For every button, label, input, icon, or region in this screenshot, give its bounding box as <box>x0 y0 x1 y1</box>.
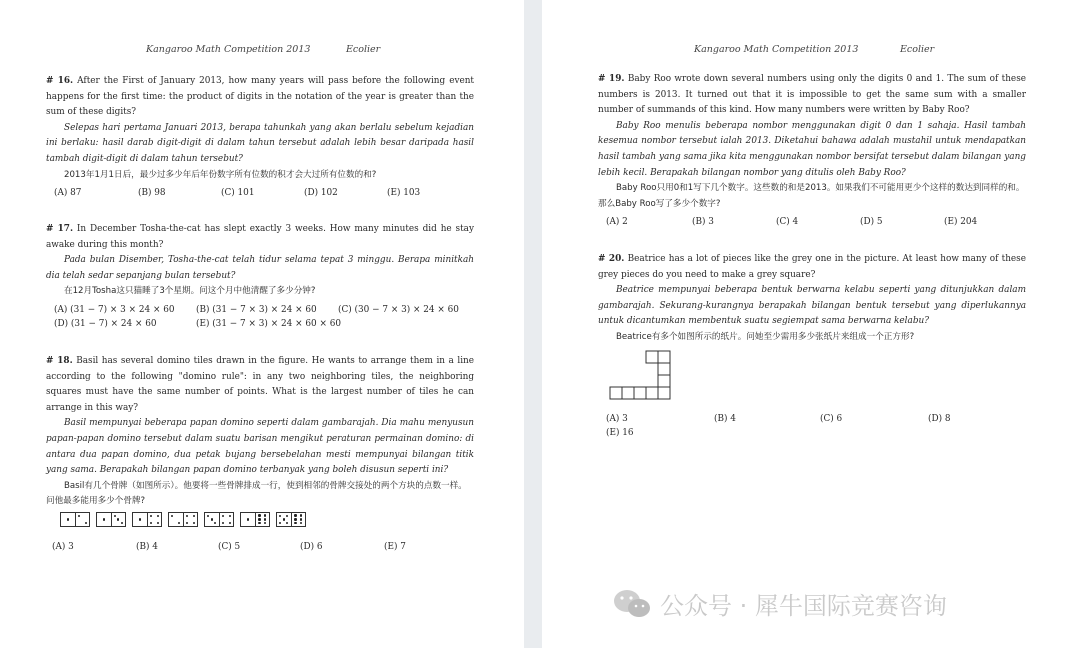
option-e: (E) 103 <box>387 188 421 199</box>
answer-options <box>598 412 1026 442</box>
domino-pip <box>264 518 266 520</box>
domino-pip <box>264 522 266 524</box>
domino-pip <box>229 515 231 517</box>
option-a: (A) 3 <box>606 413 628 424</box>
option-d: (D) 102 <box>304 188 338 199</box>
domino-tile <box>60 512 90 527</box>
domino-pip <box>300 522 302 524</box>
option-a: (A) 3 <box>52 541 74 552</box>
domino-pip <box>157 522 159 524</box>
domino-pip <box>211 518 213 520</box>
problem-english: # 17. In December Tosha-the-cat has slept exactly 3 weeks. How many minutes did he stay awake during this month? <box>46 224 474 250</box>
problem-malay: Basil mempunyai beberapa papan domino seperti dalam gambarajah. Dia mahu menyusun papan-papan domino tersebut dalam suatu barisan mengikut peraturan permainan domino: di antara dua papan domino, dua petak bujang bersebelahan mesti mempunyai bilangan titik yang sama. Berapakah bilangan papan domino terbanyak yang boleh disusun seperti ini? <box>46 418 474 476</box>
piece-cell <box>658 351 670 363</box>
domino-pip <box>178 522 180 524</box>
option-a: (A) 2 <box>606 217 628 228</box>
domino-pip <box>294 522 296 524</box>
header-title: Kangaroo Math Competition 2013 <box>694 44 859 55</box>
header-title: Kangaroo Math Competition 2013 <box>146 44 311 55</box>
domino-tile <box>240 512 270 527</box>
option-e: (E) (31 − 7 × 3) × 24 × 60 × 60 <box>196 318 342 329</box>
problem-malay: Baby Roo menulis beberapa nombor menggunakan digit 0 dan 1 sahaja. Hasil tambah kesemua nombor tersebut ialah 2013. Diketahui bahawa adalah mustahil untuk mendapatkan hasil tambah yang sama jika kita menggunakan nombor bersifat tersebut dalam bilangan yang lebih kecil. Berapakah bilangan nombor yang ditulis oleh Baby Roo? <box>598 120 1026 178</box>
option-e: (E) 204 <box>944 217 978 228</box>
domino-pip <box>85 522 87 524</box>
domino-figure <box>46 512 474 534</box>
problem-malay: Pada bulan Disember, Tosha-the-cat telah tidur selama tepat 3 minggu. Berapa minitkah dia telah sedar sepanjang bulan tersebut? <box>46 255 474 281</box>
domino-tile <box>168 512 198 527</box>
problem-17 <box>46 222 474 333</box>
option-a: (A) 87 <box>54 188 82 199</box>
domino-pip <box>186 522 188 524</box>
header-level: Ecolier <box>346 44 381 55</box>
domino-pip <box>258 514 260 516</box>
domino-pip <box>214 522 216 524</box>
piece-cell <box>634 387 646 399</box>
option-d: (D) 5 <box>860 217 883 228</box>
domino-pip <box>222 515 224 517</box>
domino-tile <box>96 512 126 527</box>
problem-20 <box>598 252 1026 442</box>
domino-half <box>241 513 255 526</box>
problem-chinese: Basil有几个骨牌（如图所示）。他要将一些骨牌排成一行，使到相邻的骨牌交接处的两个方块的点数一样。问他最多能用多少个骨牌? <box>46 480 467 507</box>
domino-half <box>169 513 183 526</box>
domino-pip <box>121 522 123 524</box>
domino-half <box>255 513 270 526</box>
problem-chinese: 2013年1月1日后，最少过多少年后年份数字所有位数的积才会大过所有位数的和? <box>64 169 377 180</box>
problem-chinese: Beatrice有多个如图所示的纸片。问她至少需用多少张纸片来组成一个正方形? <box>616 331 915 342</box>
left-page <box>0 0 524 648</box>
piece-cell <box>658 363 670 375</box>
domino-pip <box>117 518 119 520</box>
problem-19 <box>598 72 1026 231</box>
option-c: (C) 101 <box>221 188 255 199</box>
option-a: (A) (31 − 7) × 3 × 24 × 60 <box>54 304 175 315</box>
problem-chinese: Baby Roo只用0和1写下几个数字。这些数的和是2013。如果我们不可能用更少个这样的数达到同样的和。那么Baby Roo写了多少个数字? <box>598 183 1025 209</box>
problem-malay: Selepas hari pertama Januari 2013, berapa tahunkah yang akan berlalu sebelum kejadian ini berlaku: hasil darab digit-digit di dalam tahun tersebut adalah lebih besar daripada hasil tambah digit-digit di dalam tahun tersebut? <box>46 122 474 164</box>
answer-options <box>46 540 474 556</box>
domino-pip <box>294 518 296 520</box>
option-e: (E) 16 <box>606 427 634 438</box>
domino-tile <box>204 512 234 527</box>
domino-pip <box>186 515 188 517</box>
problem-18 <box>46 354 474 556</box>
option-b: (B) 98 <box>138 188 166 199</box>
problem-english: # 16. After the First of January 2013, how many years will pass before the following event happens for the first time: the product of digits in the notation of the year is greater than the sum of these digits? <box>46 76 474 118</box>
problem-number: # 18. <box>46 356 73 366</box>
problem-chinese: 在12月Tosha这只猫睡了3个星期。问这个月中他清醒了多少分钟? <box>64 286 316 297</box>
piece-cell <box>658 387 670 399</box>
domino-pip <box>264 514 266 516</box>
domino-pip <box>286 522 288 524</box>
option-c: (C) 6 <box>820 413 843 424</box>
option-c: (C) 5 <box>218 541 241 552</box>
problem-number: # 20. <box>598 254 625 264</box>
domino-half <box>97 513 111 526</box>
option-b: (B) 4 <box>714 413 736 424</box>
problem-english: # 18. Basil has several domino tiles drawn in the figure. He wants to arrange them in a line according to the following "domino rule": in any two neighboring tiles, the neighboring squares must have the same number of points. What is the largest number of tiles he can arrange in this way? <box>46 356 475 413</box>
domino-pip <box>294 514 296 516</box>
option-e: (E) 7 <box>384 541 406 552</box>
domino-pip <box>78 515 80 517</box>
domino-pip <box>150 515 152 517</box>
domino-half <box>205 513 219 526</box>
domino-pip <box>279 522 281 524</box>
option-c: (C) (30 − 7 × 3) × 24 × 60 <box>338 304 459 315</box>
grey-piece-figure <box>598 350 678 406</box>
domino-half <box>61 513 75 526</box>
problem-number: # 19. <box>598 74 625 84</box>
domino-pip <box>103 518 105 520</box>
problem-english: # 19. Baby Roo wrote down several numbers using only the digits 0 and 1. The sum of these numbers is 2013. It turned out that it is impossible to get the same sum with a smaller number of summands of this kind. How many numbers were written by Baby Roo? <box>598 74 1026 116</box>
domino-pip <box>229 522 231 524</box>
piece-cell <box>646 351 658 363</box>
domino-half <box>75 513 90 526</box>
domino-half <box>291 513 306 526</box>
problem-16 <box>46 74 474 202</box>
domino-pip <box>247 518 249 520</box>
domino-tile <box>132 512 162 527</box>
header-level: Ecolier <box>900 44 935 55</box>
problem-number: # 17. <box>46 224 74 234</box>
domino-pip <box>193 522 195 524</box>
domino-half <box>111 513 126 526</box>
domino-half <box>277 513 291 526</box>
answer-options <box>46 303 474 333</box>
domino-half <box>133 513 147 526</box>
domino-pip <box>222 522 224 524</box>
answer-options <box>46 186 474 202</box>
problem-number: # 16. <box>46 76 74 86</box>
option-b: (B) 4 <box>136 541 158 552</box>
domino-pip <box>258 522 260 524</box>
problem-english: # 20. Beatrice has a lot of pieces like the grey one in the picture. At least how many of these grey pieces do you need to make a grey square? <box>598 254 1026 280</box>
domino-pip <box>193 515 195 517</box>
right-page <box>542 0 1080 648</box>
problem-malay: Beatrice mempunyai beberapa bentuk berwarna kelabu seperti yang ditunjukkan dalam gambarajah. Sekurang-kurangnya berapakah bilangan bentuk tersebut yang diperlukannya untuk dicantumkan membentuk suatu segiempat sama berwarna kelabu? <box>598 285 1026 327</box>
domino-pip <box>114 515 116 517</box>
domino-pip <box>300 518 302 520</box>
option-d: (D) 8 <box>928 413 951 424</box>
domino-pip <box>283 518 285 520</box>
domino-pip <box>171 515 173 517</box>
watermark <box>612 586 947 621</box>
option-b: (B) 3 <box>692 217 714 228</box>
domino-pip <box>300 514 302 516</box>
option-d: (D) 6 <box>300 541 323 552</box>
domino-half <box>147 513 162 526</box>
option-d: (D) (31 − 7) × 24 × 60 <box>54 318 157 329</box>
domino-pip <box>258 518 260 520</box>
watermark-text: 公众号 · 犀牛国际竞赛咨询 <box>660 592 947 620</box>
wechat-icon <box>612 588 652 620</box>
domino-half <box>183 513 198 526</box>
domino-pip <box>286 515 288 517</box>
piece-cell <box>610 387 622 399</box>
piece-cell <box>658 375 670 387</box>
domino-pip <box>150 522 152 524</box>
piece-cell <box>622 387 634 399</box>
domino-pip <box>279 515 281 517</box>
domino-pip <box>157 515 159 517</box>
domino-pip <box>139 518 141 520</box>
option-b: (B) (31 − 7 × 3) × 24 × 60 <box>196 304 317 315</box>
domino-tile <box>276 512 306 527</box>
domino-pip <box>207 515 209 517</box>
answer-options <box>598 215 1026 231</box>
piece-cell <box>646 387 658 399</box>
option-c: (C) 4 <box>776 217 799 228</box>
domino-half <box>219 513 234 526</box>
domino-pip <box>67 518 69 520</box>
